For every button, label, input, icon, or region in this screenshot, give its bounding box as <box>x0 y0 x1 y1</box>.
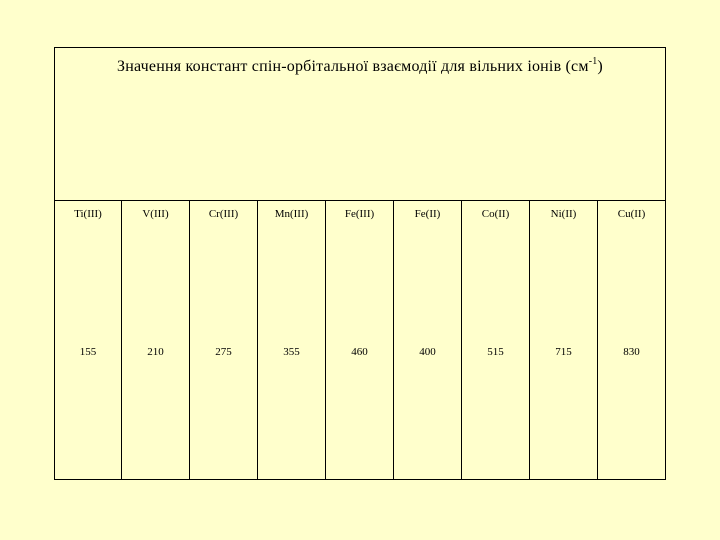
value-cell: 460 <box>351 346 368 358</box>
table-column <box>122 201 190 479</box>
table-column <box>394 201 462 479</box>
value-cell: 715 <box>555 346 572 358</box>
table-column <box>326 201 394 479</box>
value-cell: 355 <box>283 346 300 358</box>
ion-cell: Cu(II) <box>617 208 646 220</box>
table-column <box>258 201 326 479</box>
table-title-text: Значення констант спін-орбітальної взаємодії для вільних іонів (см <box>117 58 589 75</box>
table-title-closing: ) <box>597 58 603 75</box>
value-cell: 515 <box>487 346 504 358</box>
spin-orbit-constants-table <box>54 47 666 480</box>
value-cell: 155 <box>79 346 97 358</box>
table-column <box>462 201 530 479</box>
table-column <box>530 201 598 479</box>
ion-cell: Fe(II) <box>414 208 441 220</box>
value-cell: 400 <box>419 346 436 358</box>
value-cell: 275 <box>215 346 232 358</box>
table-column <box>598 201 665 479</box>
ion-cell: Cr(III) <box>208 208 239 220</box>
table-title <box>55 48 665 201</box>
table-title-superscript: -1 <box>588 56 598 67</box>
table-column <box>55 201 122 479</box>
ion-cell: Ti(III) <box>74 208 102 220</box>
ion-cell: V(III) <box>142 208 169 220</box>
value-cell: 830 <box>623 346 640 358</box>
table-column <box>190 201 258 479</box>
ion-cell: Fe(III) <box>344 208 375 220</box>
value-cell: 210 <box>147 346 164 358</box>
ion-cell: Mn(III) <box>274 208 309 220</box>
table-grid <box>55 201 665 479</box>
ion-cell: Co(II) <box>481 208 510 220</box>
ion-cell: Ni(II) <box>550 208 577 220</box>
